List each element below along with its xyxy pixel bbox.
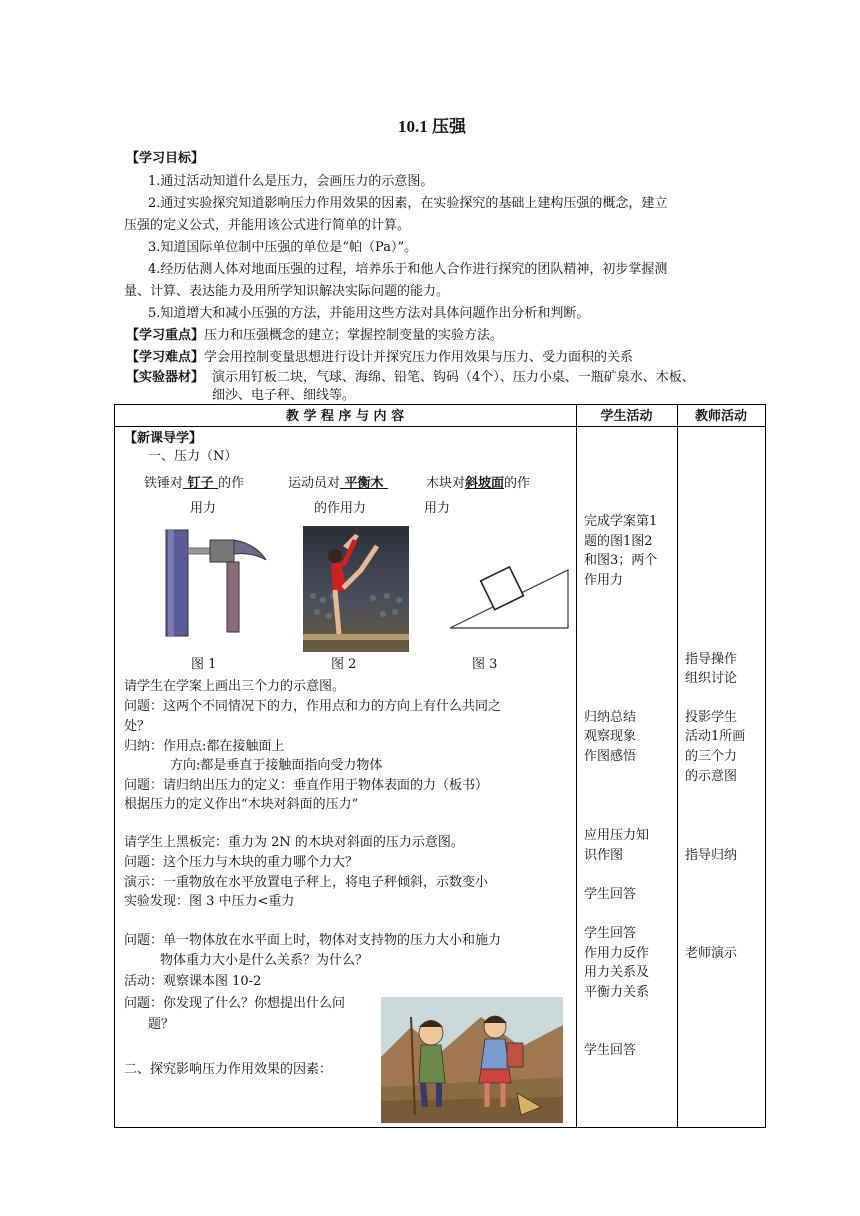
table-right-border	[765, 404, 766, 1128]
objective-3: 3.知道国际单位制中压强的单位是“帕（Pa）”。	[148, 240, 418, 255]
fig1-label: 图 1	[191, 657, 217, 672]
table-top-border	[114, 404, 766, 405]
materials-line-2: 细沙、电子秤、细线等。	[212, 388, 356, 403]
table-left-border	[114, 404, 115, 1128]
teacher-line-7: 指导归纳	[685, 848, 738, 863]
fig2-label: 图 2	[331, 657, 357, 672]
teacher-line-3: 投影学生	[685, 710, 738, 725]
student-line-8: 应用压力知	[584, 828, 650, 843]
student-line-2: 题的图1图2	[584, 534, 653, 549]
content-line-3: 处？	[124, 719, 151, 734]
student-line-12: 作用力反作	[584, 946, 650, 961]
content-line-14: 活动：观察课本图 10-2	[124, 974, 262, 989]
hammer-nail-figure	[160, 526, 268, 638]
table-col-divider-2	[677, 404, 678, 1128]
student-line-3: 和图3；两个	[584, 553, 658, 568]
fig3-caption: 木块对斜坡面的作	[426, 476, 531, 491]
hikers-cartoon	[381, 997, 563, 1123]
content-line-1: 请学生在学案上画出三个力的示意图。	[124, 679, 346, 694]
gymnast-photo	[303, 526, 409, 652]
table-header-border	[114, 426, 766, 427]
objective-2: 2.通过实验探究知道影响压力作用效果的因素，在实验探究的基础上建构压强的概念，建立	[148, 196, 668, 211]
student-line-1: 完成学案第1	[584, 514, 658, 529]
page-title: 10.1 压强	[398, 117, 466, 136]
header-content: 教 学 程 序 与 内 容	[285, 409, 405, 424]
student-line-13: 用力关系及	[584, 965, 650, 980]
objective-4: 4.经历估测人体对地面压强的过程，培养乐于和他人合作进行探究的团队精神，初步掌握测	[148, 262, 668, 277]
teacher-line-2: 组织讨论	[685, 671, 738, 686]
teacher-line-1: 指导操作	[685, 652, 738, 667]
key-point-text: 压力和压强概念的建立；掌握控制变量的实验方法。	[204, 328, 504, 343]
teacher-line-8: 老师演示	[685, 946, 738, 961]
objective-1: 1.通过活动知道什么是压力，会画压力的示意图。	[148, 174, 434, 189]
student-line-9: 识作图	[584, 848, 624, 863]
content-line-10: 演示：一重物放在水平放置电子秤上，将电子秤倾斜，示数变小	[124, 875, 489, 890]
objectives-label: 【学习目标】	[126, 151, 205, 166]
objective-5: 5.知道增大和减小压强的方法，并能用这些方法对具体问题作出分析和判断。	[148, 306, 590, 321]
materials-line-1: 演示用钉板二块，气球、海绵、铅笔、钩码（4个）、压力小桌、一瓶矿泉水、木板、	[212, 370, 695, 385]
student-line-10: 学生回答	[584, 887, 637, 902]
student-line-7: 作图感悟	[584, 749, 637, 764]
difficulty-label: 【学习难点】	[126, 350, 205, 365]
table-bottom-border	[114, 1127, 766, 1128]
student-line-11: 学生回答	[584, 926, 637, 941]
content-line-12: 问题：单一物体放在水平面上时，物体对支持物的压力大小和施力	[124, 933, 502, 948]
fig2-caption-2: 的作用力	[314, 501, 367, 516]
content-line-16: 题？	[148, 1017, 175, 1032]
student-line-14: 平衡力关系	[584, 985, 650, 1000]
fig1-caption: 铁锤对 钉子 的作	[144, 476, 245, 491]
fig1-caption-2: 用力	[190, 501, 217, 516]
student-line-4: 作用力	[584, 573, 624, 588]
student-line-15: 学生回答	[584, 1043, 637, 1058]
content-line-5: 方向:都是垂直于接触面指向受力物体	[170, 758, 383, 773]
materials-label: 【实验器材】	[126, 370, 205, 385]
table-col-divider-1	[576, 404, 577, 1128]
header-teacher: 教师活动	[694, 409, 747, 424]
header-student: 学生活动	[600, 409, 653, 424]
content-line-7: 根据压力的定义作出“木块对斜面的压力”	[124, 797, 359, 812]
key-point-label: 【学习重点】	[126, 328, 205, 343]
content-line-8: 请学生上黑板完：重力为 2N 的木块对斜面的压力示意图。	[124, 835, 464, 850]
difficulty	[126, 350, 633, 366]
fig3-label: 图 3	[472, 657, 498, 672]
content-line-4: 归纳：作用点:都在接触面上	[124, 739, 285, 754]
student-line-6: 观察现象	[584, 729, 637, 744]
teacher-line-6: 的示意图	[685, 769, 738, 784]
student-line-5: 归纳总结	[584, 710, 637, 725]
content-line-15: 问题：你发现了什么？你想提出什么问	[124, 996, 346, 1011]
objective-2-cont: 压强的定义公式，并能用该公式进行简单的计算。	[124, 218, 411, 233]
content-line-13: 物体重力大小是什么关系？为什么？	[160, 953, 369, 968]
content-line-9: 问题：这个压力与木块的重力哪个力大？	[124, 855, 359, 870]
teacher-line-5: 的三个力	[685, 749, 738, 764]
content-line-6: 问题：请归纳出压力的定义：垂直作用于物体表面的力（板书）	[124, 778, 489, 793]
content-line-11: 实验发现：图 3 中压力<重力	[124, 894, 295, 909]
part1-heading: 一、压力（N）	[148, 449, 238, 464]
section-label: 【新课导学】	[124, 431, 203, 446]
fig3-caption-2: 用力	[424, 501, 451, 516]
key-point	[126, 328, 503, 344]
fig2-caption: 运动员对 平衡木	[288, 476, 384, 491]
objective-4-cont: 量、计算、表达能力及用所学知识解决实际问题的能力。	[124, 284, 450, 299]
content-line-2: 问题：这两个不同情况下的力，作用点和力的方向上有什么共同之	[124, 699, 502, 714]
block-on-slope-figure	[448, 564, 570, 630]
difficulty-text: 学会用控制变量思想进行设计并探究压力作用效果与压力、受力面积的关系	[204, 350, 634, 365]
teacher-line-4: 活动1所画	[685, 729, 746, 744]
content-line-17: 二、探究影响压力作用效果的因素：	[124, 1062, 333, 1077]
